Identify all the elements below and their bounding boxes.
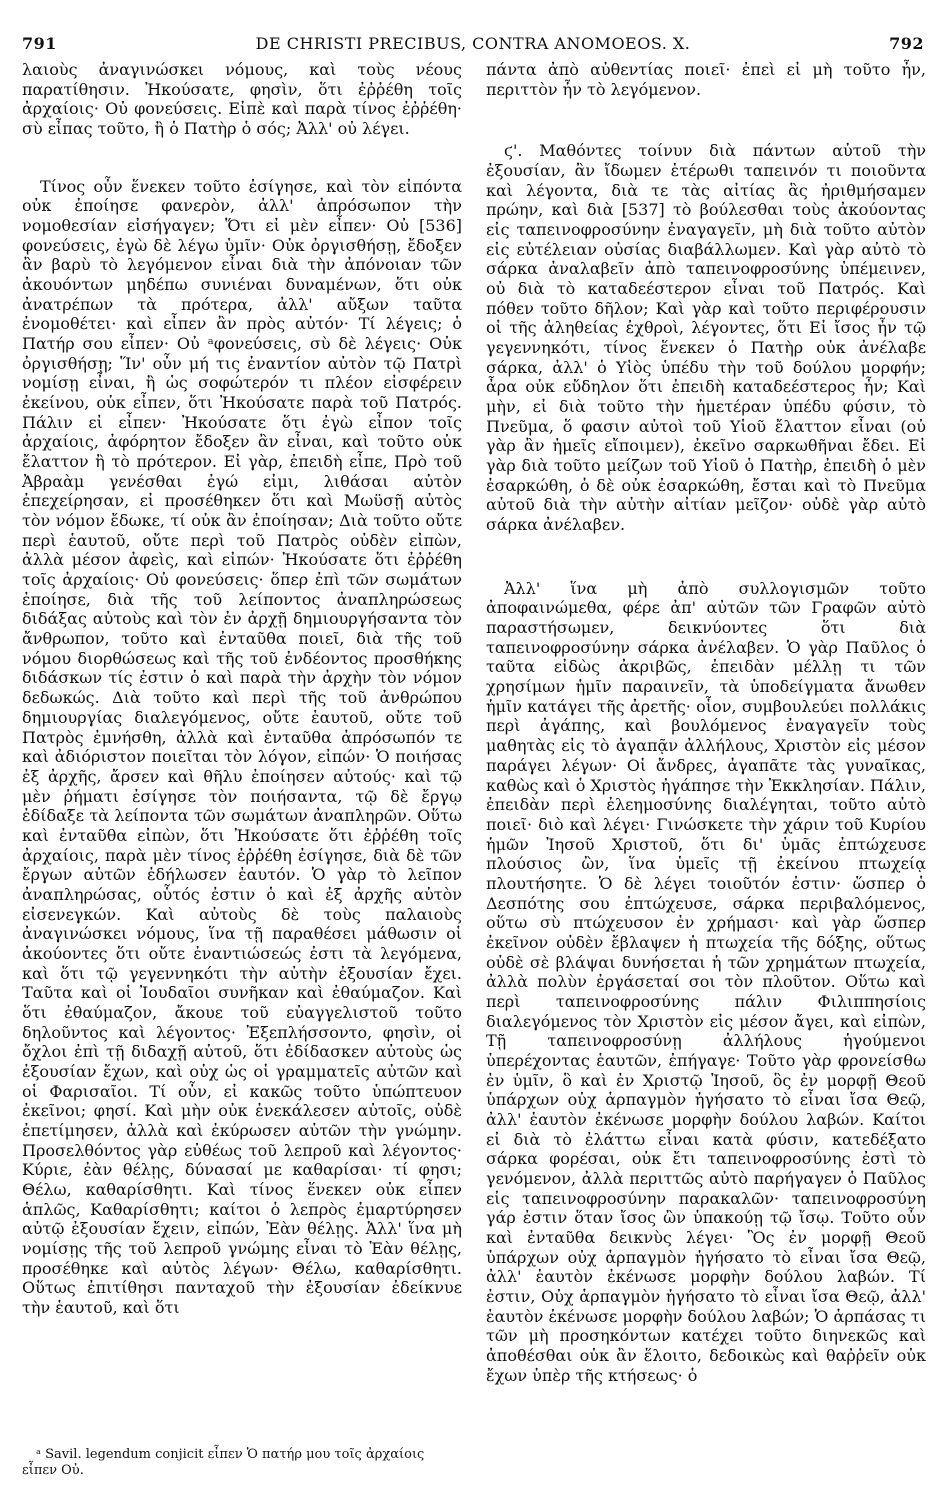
left-paragraph-1: λαιοὺς ἀναγινώσκει νόμους, καὶ τοὺς νέους παρατίθησιν. Ἠκούσατε, φησὶν, ὅτι ἐῤῥέθη τοῖς ἀρχαίοις· Οὐ φονεύσεις. Εἰπὲ καὶ παρὰ τίνος ἐῤῥέθη· σὺ εἶπας τοῦτο, ἢ ὁ Πατὴρ ὁ σός; Ἀλλ' οὐ λέγει.: [22, 60, 462, 139]
footnote: ᵃ Savil. legendum conjicit εἶπεν Ὁ πατήρ μου τοῖς ἀρχαίοις εἶπεν Οὐ.: [22, 1447, 425, 1479]
page-number-right: 792: [889, 34, 924, 53]
running-title: DE CHRISTI PRECIBUS, CONTRA ANOMOEOS. X.: [255, 34, 691, 53]
running-header: [22, 34, 924, 60]
right-paragraph-section-6: ϛ'. Μαθόντες τοίνυν διὰ πάντων αὐτοῦ τὴν ἐξουσίαν, ἂν ἴδωμεν ἑτέρωθι ταπεινόν τι ποιοῦντα καὶ λέγοντα, διὰ τε τὰς αἰτίας ἃς ἠριθμήσαμεν πρώην, καὶ διὰ [537] τὸ βούλεσθαι τοὺς ἀκούοντας εἰς ταπεινοφροσύνην ἐναγαγεῖν, μὴ διὰ τοῦτο αὐτὸν εἰς εὐτέλειαν οὐσίας διαβάλλωμεν. Καὶ γὰρ αὐτὸ τὸ σάρκα ἀναλαβεῖν ἀπὸ ταπεινοφροσύνης ὑπέμεινεν, οὐ διὰ τὸ καταδεέστερον εἶναι τοῦ Πατρός. Καὶ πόθεν τοῦτο δῆλον; Καὶ γὰρ καὶ τοῦτο περιφέρουσιν οἱ τῆς ἀληθείας ἐχθροὶ, λέγοντες, ὅτι Εἰ ἴσος ἦν τῷ γεγεννηκότι, τίνος ἕνεκεν ὁ Πατὴρ οὐκ ἀνέλαβε σάρκα, ἀλλ' ὁ Υἱὸς ὑπέδυ τὴν τοῦ δούλου μορφήν; ἆρα οὐκ εὔδηλον ὅτι ἐπειδὴ καταδεέστερος ἦν; Καὶ μὴν, εἰ διὰ τοῦτο τὴν ἡμετέραν ὑπέδυ φύσιν, τὸ Πνεῦμα, ὅ φασιν αὐτοὶ τοῦ Υἱοῦ ἔλαττον εἶναι (οὐ γὰρ ἂν ἡμεῖς εἴποιμεν), ἐκεῖνο σαρκωθῆναι ἔδει. Εἰ γὰρ διὰ τοῦτο μείζων τοῦ Υἱοῦ ὁ Πατὴρ, ἐπειδὴ ὁ μὲν ἐσαρκώθη, ὁ δὲ οὐκ ἐσαρκώθη, ἔσται καὶ τὸ Πνεῦμα αὐτοῦ διὰ τὴν αὐτὴν αἰτίαν μεῖζον· οὐδὲ γὰρ αὐτὸ σάρκα ἀνέλαβεν.: [486, 141, 926, 535]
page-number-left: 791: [22, 34, 57, 53]
right-column: [486, 60, 926, 1385]
right-paragraph-3: Ἀλλ' ἵνα μὴ ἀπὸ συλλογισμῶν τοῦτο ἀποφαινώμεθα, φέρε ἀπ' αὐτῶν τῶν Γραφῶν αὐτὸ παραστήσωμεν, δεικνύοντες ὅτι διὰ ταπεινοφροσύνην σάρκα ἀνέλαβεν. Ὁ γὰρ Παῦλος ὁ ταῦτα εἰδὼς ἀκριβῶς, ἐπειδὰν μέλλῃ τι τῶν χρησίμων ἡμῖν παραινεῖν, τὰ ὑποδείγματα ἄνωθεν ἡμῖν κατάγει τῆς ἀρετῆς· οἷον, συμβουλεύει πολλάκις περὶ ἀγάπης, καὶ βουλόμενος ἐναγαγεῖν τοὺς μαθητὰς εἰς τὸ ἀγαπᾷν ἀλλήλους, Χριστὸν εἰς μέσον παράγει λέγων· Οἱ ἄνδρες, ἀγαπᾶτε τὰς γυναῖκας, καθὼς καὶ ὁ Χριστὸς ἠγάπησε τὴν Ἐκκλησίαν. Πάλιν, ἐπειδὰν περὶ ἐλεημοσύνης διαλέγηται, τοῦτο αὐτὸ ποιεῖ· διὸ καὶ λέγει· Γινώσκετε τὴν χάριν τοῦ Κυρίου ἡμῶν Ἰησοῦ Χριστοῦ, ὅτι δι' ὑμᾶς ἐπτώχευσε πλούσιος ὢν, ἵνα ὑμεῖς τῇ ἐκείνου πτωχείᾳ πλουτήσητε. Ὁ δὲ λέγει τοιοῦτόν ἐστιν· ὥσπερ ὁ Δεσπότης σου ἐπτώχευσε, σάρκα περιβαλόμενος, οὕτω σὺ πτώχευσον ἐν χρήμασι· καὶ γὰρ ὥσπερ ἐκεῖνον οὐδὲν ἔβλαψεν ἡ πτωχεία τῆς δόξης, οὕτως οὐδὲ σὲ βλάψαι δυνήσεται ἡ τῶν χρημάτων πτωχεία, ἀλλὰ πολὺν ἐργάσεταί σοι τὸν πλοῦτον. Οὕτω καὶ περὶ ταπεινοφροσύνης πάλιν Φιλιππησίοις διαλεγόμενος τὸν Χριστὸν εἰς μέσον ἄγει, καὶ εἰπὼν, Τῇ ταπεινοφροσύνῃ ἀλλήλους ἡγούμενοι ὑπερέχοντας ἑαυτῶν, ἐπήγαγε· Τοῦτο γὰρ φρονείσθω ἐν ὑμῖν, ὃ καὶ ἐν Χριστῷ Ἰησοῦ, ὃς ἐν μορφῇ Θεοῦ ὑπάρχων οὐχ ἁρπαγμὸν ἡγήσατο τὸ εἶναι ἴσα Θεῷ, ἀλλ' ἑαυτὸν ἐκένωσε μορφὴν δούλου λαβών. Καίτοι εἰ διὰ τὸ ἐλάττω εἶναι κατὰ φύσιν, κατεδέξατο σάρκα φορέσαι, οὐκ ἔτι ταπεινοφροσύνης ἐστὶ τὸ γενόμενον, ἀλλὰ περιττῶς αὐτὸ παρήγαγεν ὁ Παῦλος εἰς ταπεινοφροσύνην παρακαλῶν· ταπεινοφροσύνη γάρ ἐστιν ὅταν ἴσος ὢν ὑπακούῃ τῷ ἴσῳ. Τοῦτο οὖν καὶ ἐνταῦθα δεικνὺς λέγει· Ὃς ἐν μορφῇ Θεοῦ ὑπάρχων οὐχ ἁρπαγμὸν ἡγήσατο τὸ εἶναι ἴσα Θεῷ, ἀλλ' ἑαυτὸν ἐκένωσε μορφὴν δούλου λαβών. Τί ἐστιν, Οὐχ ἁρπαγμὸν ἡγήσατο τὸ εἶναι ἴσα Θεῷ, ἀλλ' ἑαυτὸν ἐκένωσε μορφὴν δούλου λαβών; Ὁ ἁρπάσας τι τῶν μὴ προσηκόντων κατέχει τοῦτο διηνεκῶς καὶ ἀποθέσθαι οὐκ ἂν ἕλοιτο, δεδοικὼς καὶ θαῤῥεῖν οὐκ ἔχων ὑπὲρ τῆς κτήσεως· ὁ: [486, 578, 926, 1385]
left-paragraph-2: Τίνος οὖν ἕνεκεν τοῦτο ἐσίγησε, καὶ τὸν εἰπόντα οὐκ ἐποίησε φανερὸν, ἀλλ' ἀπρόσωπον τὴν νομοθεσίαν εἰσήγαγεν; Ὅτι εἰ μὲν εἶπεν· Οὐ [536] φονεύσεις, ἐγὼ δὲ λέγω ὑμῖν· Οὐκ ὀργισθήσῃ, ἔδοξεν ἂν βαρὺ τὸ λεγόμενον εἶναι διὰ τὴν ἀπόνοιαν τῶν ἀκουόντων μηδέπω συνιέναι δυναμένων, ὅτι οὐκ ἀνατρέπων τὰ πρότερα, ἀλλ' αὔξων ταῦτα ἐνομοθέτει· καὶ εἶπεν ἂν πρὸς αὐτόν· Τί λέγεις; ὁ Πατήρ σου εἶπεν· Οὐ ᵃφονεύσεις, σὺ δὲ λέγεις· Οὐκ ὀργισθήσῃ; Ἵν' οὖν μή τις ἐναντίον αὐτὸν τῷ Πατρὶ νομίσῃ εἶναι, ἢ ὡς σοφώτερόν τι πλέον εἰσφέρειν ἐκείνου, οὐκ εἶπεν, ὅτι Ἠκούσατε παρὰ τοῦ Πατρός. Πάλιν εἰ εἶπεν· Ἠκούσατε ὅτι ἐγὼ εἶπον τοῖς ἀρχαίοις, ἀφόρητον ἔδοξεν ἂν εἶναι, καὶ τοῦτο οὐκ ἔλαττον ἢ τὸ πρότερον. Εἰ γὰρ, ἐπειδὴ εἶπε, Πρὸ τοῦ Ἀβραὰμ γενέσθαι ἐγώ εἰμι, λιθάσαι αὐτὸν ἐπεχείρησαν, εἰ προσέθηκεν ὅτι καὶ Μωϋσῇ αὐτὸς τὸν νόμον ἔδωκε, τί οὐκ ἂν ἐποίησαν; Διὰ τοῦτο οὔτε περὶ ἑαυτοῦ, οὔτε περὶ τοῦ Πατρὸς οὐδὲν εἰπὼν, ἀλλὰ μέσον ἀφεὶς, καὶ εἰπών· Ἠκούσατε ὅτι ἐῤῥέθη τοῖς ἀρχαίοις· Οὐ φονεύσεις· ὅπερ ἐπὶ τῶν σωμάτων ἐποίησε, διὰ τῆς τοῦ λείποντος ἀναπληρώσεως διδάξας αὐτοὺς καὶ τὸν ἐν ἀρχῇ δημιουργήσαντα τὸν ἄνθρωπον, τοῦτο καὶ ἐνταῦθα ποιεῖ, διὰ τῆς τοῦ νόμου διορθώσεως καὶ τῆς τοῦ ἐνδέοντος προσθήκης διδάσκων τίς ἐστιν ὁ καὶ παρὰ τὴν ἀρχὴν τὸν νόμον δεδωκώς. Διὰ τοῦτο καὶ περὶ τῆς τοῦ ἀνθρώπου δημιουργίας διαλεγόμενος, οὔτε ἑαυτοῦ, οὔτε τοῦ Πατρὸς ἐμνήσθη, ἀλλὰ καὶ ἐνταῦθα ἀπρόσωπόν τε καὶ ἀδιόριστον ποιεῖται τὸν λόγον, εἰπών· Ὁ ποιήσας ἐξ ἀρχῆς, ἄρσεν καὶ θῆλυ ἐποίησεν αὐτούς· καὶ τῷ μὲν ῥήματι ἐσίγησε τὸν ποιήσαντα, τῷ δὲ ἔργῳ ἐδίδαξε τὰ λείποντα τῶν σωμάτων ἀναπληρῶν. Οὕτω καὶ ἐνταῦθα εἰπὼν, ὅτι Ἠκούσατε ὅτι ἐῤῥέθη τοῖς ἀρχαίοις, παρὰ μὲν τίνος ἐῤῥέθη ἐσίγησε, διὰ δὲ τῶν ἔργων αὐτῶν ἐδήλωσεν ἑαυτόν. Ὁ γὰρ τὸ λεῖπον ἀναπληρώσας, οὗτός ἐστιν ὁ καὶ ἐξ ἀρχῆς αὐτὸν εἰσενεγκών. Καὶ αὐτοὺς δὲ τοὺς παλαιοὺς ἀναγινώσκει νόμους, ἵνα τῇ παραθέσει μάθωσιν οἱ ἀκούοντες ὅτι οὔτε ἐναντιώσεώς ἐστι τὰ λεγόμενα, καὶ ὅτι τῷ γεγεννηκότι τὴν αὐτὴν ἐξουσίαν ἔχει. Ταῦτα καὶ οἱ Ἰουδαῖοι συνῆκαν καὶ ἐθαύμαζον. Καὶ ὅτι ἐθαύμαζον, ἄκουε τοῦ εὐαγγελιστοῦ τοῦτο δηλοῦντος καὶ λέγοντος· Ἐξεπλήσσοντο, φησὶν, οἱ ὄχλοι ἐπὶ τῇ διδαχῇ αὐτοῦ, ὅτι ἐδίδασκεν αὐτοὺς ὡς ἐξουσίαν ἔχων, καὶ οὐχ ὡς οἱ γραμματεῖς αὐτῶν καὶ οἱ Φαρισαῖοι. Τί οὖν, εἰ κακῶς τοῦτο ὑπώπτευον ἐκεῖνοι; φησί. Καὶ μὴν οὐκ ἐνεκάλεσεν αὐτοῖς, οὐδὲ ἐπετίμησεν, ἀλλὰ καὶ ἐκύρωσεν αὐτῶν τὴν γνώμην. Προσελθόντος γὰρ εὐθέως τοῦ λεπροῦ καὶ λέγοντος· Κύριε, ἐὰν θέλῃς, δύνασαί με καθαρίσαι· τί φησι; Θέλω, καθαρίσθητι. Καὶ τίνος ἕνεκεν οὐκ εἶπεν ἁπλῶς, Καθαρίσθητι; καίτοι ὁ λεπρὸς ἐμαρτύρησεν αὐτῷ ἐξουσίαν ἔχειν, εἰπών, Ἐὰν θέλῃς. Ἀλλ' ἵνα μὴ νομίσῃς τῆς τοῦ λεπροῦ γνώμης εἶναι τὸ Ἐὰν θέλῃς, προσέθηκε καὶ αὐτὸς λέγων· Θέλω, καθαρίσθητι. Οὕτως ἐπιτίθησι πανταχοῦ τὴν ἐξουσίαν ἐδείκνυε τὴν ἑαυτοῦ, καὶ ὅτι: [22, 176, 462, 1317]
left-column: [22, 60, 462, 1318]
right-paragraph-1: πάντα ἀπὸ αὐθεντίας ποιεῖ· ἐπεὶ εἰ μὴ τοῦτο ἦν, περιττὸν ἦν τὸ λεγόμενον.: [486, 60, 926, 99]
